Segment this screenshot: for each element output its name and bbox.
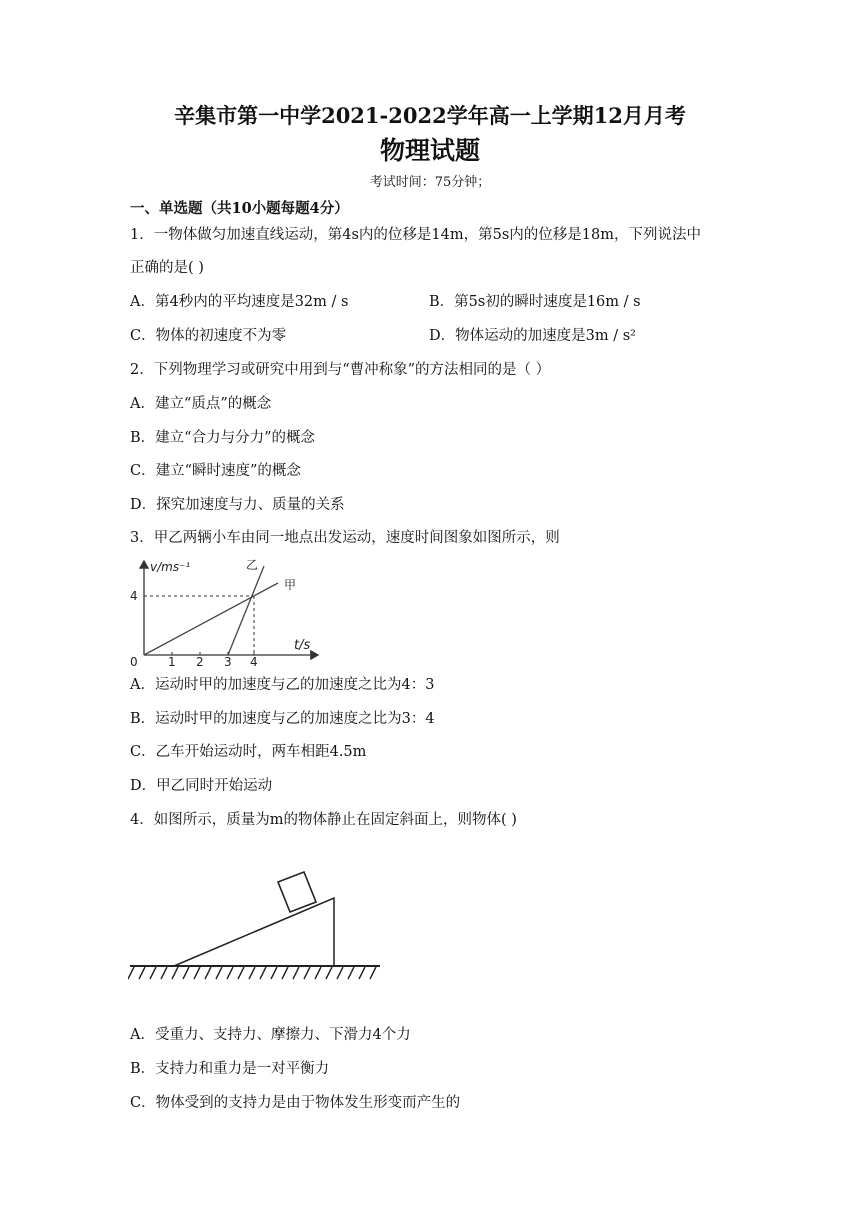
subject-title: 物理试题 — [379, 136, 480, 165]
q1-stem-line2: 正确的是( ) — [130, 260, 204, 276]
q4-option-a: A．受重力、支持力、摩擦力、下滑力4个力 — [130, 1027, 411, 1043]
q1-option-d: D．物体运动的加速度是3m / s² — [429, 328, 636, 344]
section-title: 一、单选题（共10小题每题4分） — [130, 200, 349, 217]
vt-graph — [128, 555, 328, 670]
q2-option-c: C．建立“瞬时速度”的概念 — [130, 463, 301, 479]
y-tick-label-4: 4 — [130, 589, 138, 603]
q1-stem-line1: 1．一物体做匀加速直线运动，第4s内的位移是14m，第5s内的位移是18m，下列说法中 — [130, 227, 701, 243]
x-tick-label-4: 4 — [250, 655, 258, 669]
q2-stem: 2．下列物理学习或研究中用到与“曹冲称象”的方法相同的是（ ） — [130, 362, 551, 378]
q4-option-c: C．物体受到的支持力是由于物体发生形变而产生的 — [130, 1095, 461, 1111]
q2-option-d: D．探究加速度与力、质量的关系 — [130, 497, 345, 513]
q1-option-a: A．第4秒内的平均速度是32m / s — [130, 294, 349, 310]
q3-option-a: A．运动时甲的加速度与乙的加速度之比为4：3 — [130, 677, 435, 693]
exam-title: 辛集市第一中学2021-2022学年高一上学期12月月考 — [174, 103, 686, 128]
origin-label: 0 — [130, 655, 138, 669]
x-axis-label: t/s — [294, 638, 311, 653]
q1-option-c: C．物体的初速度不为零 — [130, 328, 287, 344]
label-yi: 乙 — [246, 558, 259, 572]
q3-option-b: B．运动时甲的加速度与乙的加速度之比为3：4 — [130, 711, 435, 727]
x-tick-label-1: 1 — [168, 655, 176, 669]
q1-option-b: B．第5s初的瞬时速度是16m / s — [429, 294, 641, 310]
x-tick-label-2: 2 — [196, 655, 204, 669]
line-yi — [228, 566, 264, 655]
exam-time: 考试时间：75分钟； — [369, 175, 491, 190]
label-jia: 甲 — [284, 578, 297, 592]
q2-option-a: A．建立“质点”的概念 — [130, 396, 272, 412]
incline-wedge — [174, 898, 334, 966]
incline-diagram — [128, 868, 388, 988]
x-tick-label-3: 3 — [224, 655, 232, 669]
q3-option-d: D．甲乙同时开始运动 — [130, 778, 273, 794]
q3-option-c: C．乙车开始运动时，两车相距4.5m — [130, 744, 367, 760]
q4-option-b: B．支持力和重力是一对平衡力 — [130, 1061, 330, 1077]
y-axis-label: v/ms⁻¹ — [150, 560, 191, 574]
line-jia — [144, 583, 278, 655]
q3-stem: 3．甲乙两辆小车由同一地点出发运动，速度时间图象如图所示，则 — [130, 530, 560, 546]
block — [278, 872, 316, 912]
q4-stem: 4．如图所示，质量为m的物体静止在固定斜面上，则物体( ) — [130, 812, 517, 828]
q2-option-b: B．建立“合力与分力”的概念 — [130, 430, 315, 446]
ground-hatching — [128, 967, 376, 979]
